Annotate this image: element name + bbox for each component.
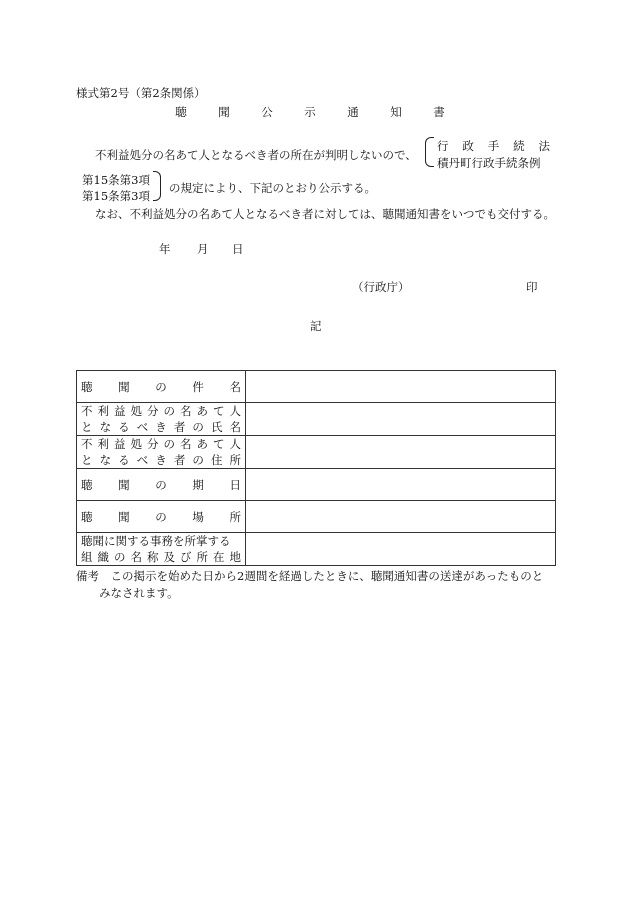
- row-value: [246, 469, 556, 501]
- paragraph-2: の規定により、下記のとおり公示する。: [169, 181, 376, 195]
- agency-label: （行政庁）: [352, 280, 410, 294]
- left-bracket: [425, 137, 434, 167]
- row-label: 聴 聞 の 期 日: [77, 469, 246, 501]
- row-value: [246, 371, 556, 403]
- row-value: [246, 533, 556, 566]
- table-row: [77, 371, 556, 403]
- law-option-2: 積丹町行政手続条例: [437, 156, 541, 170]
- row-label: 聴聞に関する事務を所掌する 組 織 の 名 称 及 び 所 在 地: [77, 533, 246, 566]
- row-value: [246, 403, 556, 436]
- row-label: 聴 聞 の 場 所: [77, 501, 246, 533]
- hearing-info-table: [76, 370, 556, 566]
- document-title: 聴 聞 公 示 通 知 書: [175, 105, 455, 119]
- row-label: 不 利 益 処 分 の 名 あ て 人 と な る べ き 者 の 住 所: [77, 436, 246, 469]
- article-option-1: 第15条第3項: [82, 173, 150, 187]
- article-option-2: 第15条第3項: [82, 189, 150, 203]
- ki-heading: 記: [310, 319, 322, 333]
- table-row: [77, 436, 556, 469]
- note-line-2: みなされます。: [99, 586, 179, 600]
- right-bracket: [153, 171, 161, 201]
- paragraph-1: 不利益処分の名あて人となるべき者の所在が判明しないので、: [95, 148, 417, 162]
- table-row: [77, 469, 556, 501]
- row-value: [246, 436, 556, 469]
- date-month: 月: [197, 242, 209, 256]
- date-year: 年: [159, 242, 171, 256]
- seal-mark: 印: [526, 280, 538, 294]
- law-option-1: 行 政 手 続 法: [437, 139, 550, 153]
- table-row: [77, 501, 556, 533]
- table-row: [77, 403, 556, 436]
- row-label: 不 利 益 処 分 の 名 あ て 人 と な る べ き 者 の 氏 名: [77, 403, 246, 436]
- date-day: 日: [232, 242, 244, 256]
- row-value: [246, 501, 556, 533]
- form-number: 様式第2号（第2条関係）: [76, 86, 206, 100]
- table-row: [77, 533, 556, 566]
- paragraph-3: なお、不利益処分の名あて人となるべき者に対しては、聴聞通知書をいつでも交付する。: [95, 207, 555, 221]
- row-label: 聴 聞 の 件 名: [77, 371, 246, 403]
- note-line-1: 備考 この掲示を始めた日から2週間を経過したときに、聴聞通知書の送達があったものと: [76, 569, 544, 583]
